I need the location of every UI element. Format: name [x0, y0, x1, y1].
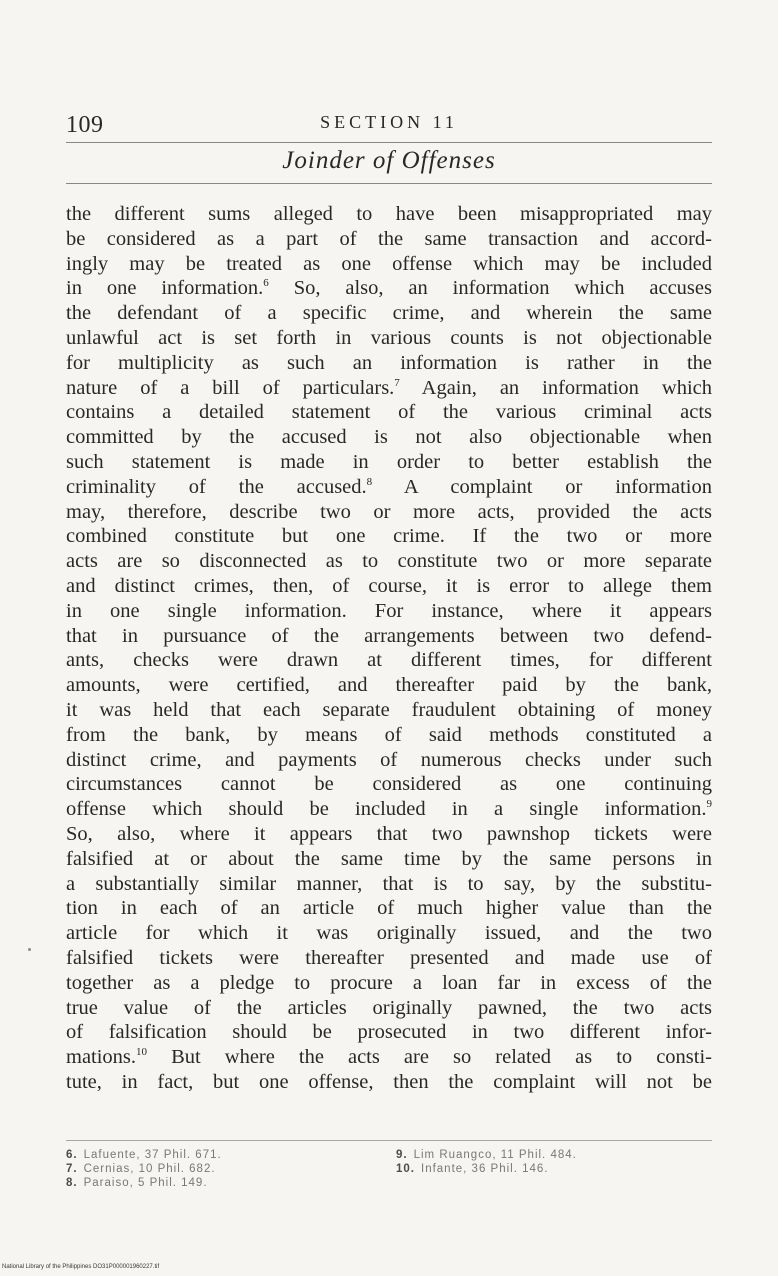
footnote-reference: 6 — [263, 277, 269, 290]
body-line-text: together as a pledge to procure a loan far in excess of the — [66, 971, 712, 994]
body-line-text: committed by the accused is not also objectionable when — [66, 426, 712, 449]
body-line-text: in one single information. For instance, where it appears — [66, 599, 712, 622]
body-line — [66, 376, 712, 401]
footnote-citation: Lafuente, 37 Phil. 671. — [83, 1149, 222, 1161]
footnotes-left-column — [66, 1148, 222, 1190]
body-line-text: ingly may be treated as one offense which may be included — [66, 252, 712, 275]
body-line-text: mations. — [66, 1046, 137, 1069]
body-line-text-continued: But where the acts are so related as to consti- — [147, 1046, 712, 1069]
body-line-text: that in pursuance of the arrangements between two defend- — [66, 624, 712, 647]
body-line-text: acts are so disconnected as to constitute two or more separate — [66, 550, 712, 573]
footnote-citation: Lim Ruangco, 11 Phil. 484. — [413, 1149, 577, 1161]
body-line — [66, 351, 712, 376]
body-line — [66, 301, 712, 326]
body-line-text: be considered as a part of the same transaction and accord- — [66, 227, 712, 250]
body-line-text: criminality of the accused. — [66, 475, 367, 498]
body-line — [66, 896, 712, 921]
section-heading: SECTION 11 — [320, 112, 458, 132]
body-line-text: in one information. — [66, 277, 264, 300]
body-line — [66, 549, 712, 574]
body-line-text: it was held that each separate fraudulent obtaining of money — [66, 698, 712, 721]
body-line-text: and distinct crimes, then, of course, it is error to allege them — [66, 574, 712, 597]
body-line-text: of falsification should be prosecuted in two different infor- — [66, 1021, 712, 1044]
footnote-reference: 10 — [136, 1046, 148, 1059]
footnote-rule — [66, 1140, 712, 1141]
body-line-text: falsified tickets were thereafter presented and made use of — [66, 946, 712, 969]
body-line — [66, 252, 712, 277]
body-text — [66, 202, 712, 1095]
footnote-number: 6. — [66, 1149, 78, 1161]
page-number: 109 — [66, 112, 104, 138]
body-line — [66, 1070, 712, 1095]
body-line-text: combined constitute but one crime. If the two or more — [66, 525, 712, 548]
body-line — [66, 748, 712, 773]
body-line — [66, 599, 712, 624]
footnotes-right-column — [396, 1148, 577, 1176]
body-line-text: So, also, where it appears that two pawnshop tickets were — [66, 822, 712, 845]
header-rule-top — [66, 142, 712, 143]
body-line-text: nature of a bill of particulars. — [66, 376, 395, 399]
body-line — [66, 227, 712, 252]
body-line — [66, 921, 712, 946]
body-line-text: ants, checks were drawn at different times, for different — [66, 649, 712, 672]
body-line-text: circumstances cannot be considered as one continuing — [66, 773, 712, 796]
body-line-text: the defendant of a specific crime, and wherein the same — [66, 302, 712, 325]
body-line-text: from the bank, by means of said methods constituted a — [66, 723, 712, 746]
body-line — [66, 971, 712, 996]
footnote-reference: 9 — [706, 798, 712, 811]
body-line — [66, 475, 712, 500]
footnote-item — [396, 1148, 577, 1162]
body-line — [66, 400, 712, 425]
header-rule-bottom — [66, 183, 712, 184]
footnote-citation: Cernias, 10 Phil. 682. — [83, 1163, 216, 1175]
body-line-text: may, therefore, describe two or more acts, provided the acts — [66, 500, 712, 523]
body-line — [66, 574, 712, 599]
body-line — [66, 276, 712, 301]
body-line-text-continued: Again, an information which — [399, 376, 712, 399]
body-line-text: distinct crime, and payments of numerous checks under such — [66, 748, 712, 771]
footnote-citation: Paraiso, 5 Phil. 149. — [83, 1177, 208, 1189]
footnote-item — [396, 1162, 577, 1176]
body-line-text: amounts, were certified, and thereafter paid by the bank, — [66, 674, 712, 697]
body-line-text: true value of the articles originally pawned, the two acts — [66, 996, 712, 1019]
body-line-text: for multiplicity as such an information is rather in the — [66, 351, 712, 374]
page-subtitle: Joinder of Offenses — [282, 147, 496, 174]
body-line-text: tute, in fact, but one offense, then the complaint will not be — [66, 1070, 712, 1093]
body-line-text: article for which it was originally issued, and the two — [66, 922, 712, 945]
body-line — [66, 698, 712, 723]
footnote-item — [66, 1176, 222, 1190]
body-line-text: a substantially similar manner, that is to say, by the substitu- — [66, 872, 712, 895]
body-line-text: offense which should be included in a single information. — [66, 798, 707, 821]
body-line — [66, 425, 712, 450]
footnote-number: 9. — [396, 1149, 408, 1161]
footnote-citation: Infante, 36 Phil. 146. — [421, 1163, 549, 1175]
body-line — [66, 1045, 712, 1070]
body-line-text: the different sums alleged to have been misappropriated may — [66, 203, 712, 225]
body-line — [66, 822, 712, 847]
footnote-number: 10. — [396, 1163, 415, 1175]
footnote-number: 7. — [66, 1163, 78, 1175]
body-line-text-continued: So, also, an information which accuses — [268, 277, 712, 300]
body-line-text: such statement is made in order to better establish the — [66, 450, 712, 473]
body-line — [66, 1020, 712, 1045]
body-line — [66, 723, 712, 748]
body-line-text: tion in each of an article of much higher value than the — [66, 897, 712, 920]
body-line — [66, 673, 712, 698]
footnote-item — [66, 1162, 222, 1176]
body-line — [66, 326, 712, 351]
body-line — [66, 772, 712, 797]
body-line — [66, 202, 712, 227]
body-line — [66, 624, 712, 649]
body-line-text: contains a detailed statement of the various criminal acts — [66, 401, 712, 424]
body-line — [66, 797, 712, 822]
footnote-item — [66, 1148, 222, 1162]
body-line — [66, 996, 712, 1021]
body-line — [66, 450, 712, 475]
margin-speck — [28, 948, 31, 951]
footnote-reference: 8 — [366, 475, 373, 488]
body-line — [66, 946, 712, 971]
footnote-reference: 7 — [394, 376, 400, 389]
body-line-text: unlawful act is set forth in various counts is not objectionable — [66, 326, 712, 349]
body-line — [66, 524, 712, 549]
body-line — [66, 648, 712, 673]
body-line-text: falsified at or about the same time by the same persons in — [66, 847, 712, 870]
body-line — [66, 872, 712, 897]
body-line — [66, 847, 712, 872]
body-line-text-continued: A complaint or information — [372, 475, 712, 498]
footnote-number: 8. — [66, 1177, 78, 1189]
body-line — [66, 500, 712, 525]
scan-credit: National Library of the Philippines DO31P000001960227.tif — [2, 1264, 160, 1270]
